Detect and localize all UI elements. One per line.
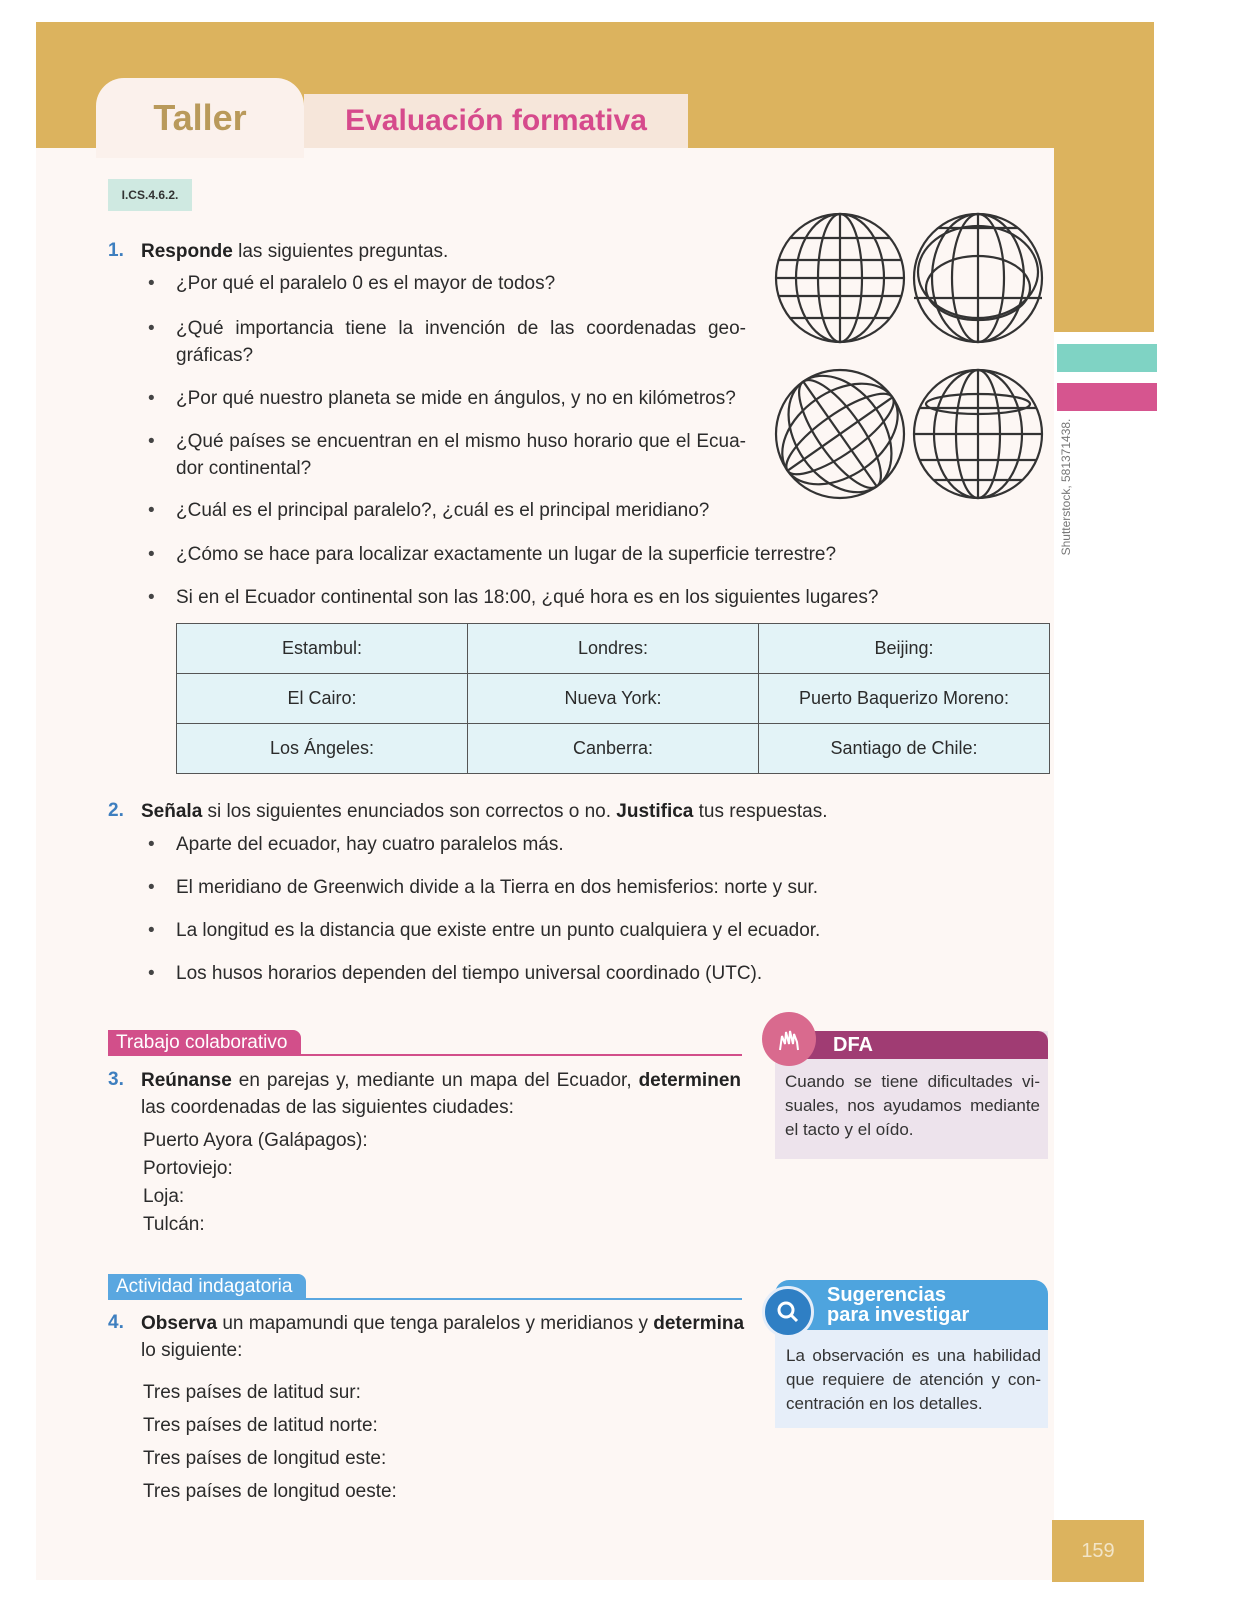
list-item: • Si en el Ecuador continental son las 18:00, ¿qué hora es en los siguientes lugares?: [148, 584, 908, 611]
table-row: [177, 674, 1050, 724]
sugerencias-title: [775, 1280, 1048, 1330]
section-title: Actividad indagatoria: [108, 1274, 306, 1300]
question-2-heading: [141, 798, 828, 825]
country-prompts: [143, 1376, 397, 1508]
list-item: • ¿Por qué nuestro planeta se mide en ángulos, y no en kilómetros?: [148, 385, 748, 412]
q3-verb-reunanse: Reúnanse: [141, 1070, 232, 1091]
q4-heading-mid: un mapamundi que tenga paralelos y meridianos y: [217, 1313, 654, 1334]
list-item: Puerto Ayora (Galápagos):: [143, 1130, 368, 1151]
list-item: • La longitud es la distancia que existe entre un punto cualquiera y el ecuador.: [148, 917, 908, 944]
table-cell: Canberra:: [468, 724, 759, 774]
list-item: • ¿Qué países se encuentran en el mismo huso horario que el Ecua-dor continental?: [148, 428, 746, 482]
section-rule: [108, 1054, 742, 1056]
q3-verb-determinen: determinen: [638, 1070, 741, 1091]
table-cell: Beijing:: [759, 624, 1050, 674]
table-row: [177, 624, 1050, 674]
table-cell: Los Ángeles:: [177, 724, 468, 774]
tab-taller: Taller: [96, 78, 304, 158]
question-2-bullets: [148, 831, 908, 987]
question-4-number: 4.: [108, 1312, 124, 1333]
side-pink-marker: [1057, 383, 1157, 411]
table-row: [177, 724, 1050, 774]
list-item: Tres países de longitud oeste:: [143, 1481, 397, 1502]
q1-verb: Responde: [141, 241, 233, 262]
q2-verb-senala: Señala: [141, 801, 203, 822]
hands-icon: [762, 1012, 816, 1066]
list-item: • Los husos horarios dependen del tiempo universal coordinado (UTC).: [148, 960, 908, 987]
globes-illustration: [774, 210, 1054, 510]
question-2-number: 2.: [108, 800, 124, 821]
table-cell: Nueva York:: [468, 674, 759, 724]
list-item: Tulcán:: [143, 1214, 205, 1235]
indicator-code: I.CS.4.6.2.: [108, 179, 192, 211]
time-zone-table: [176, 623, 1050, 774]
list-item: Portoviejo:: [143, 1158, 233, 1179]
q2-heading-end: tus respuestas.: [693, 801, 828, 822]
list-item: • ¿Cuál es el principal paralelo?, ¿cuál es el principal meridiano?: [148, 497, 908, 524]
section-title: Trabajo colaborativo: [108, 1030, 301, 1056]
q2-heading-mid: si los siguientes enunciados son correctos o no.: [202, 801, 617, 822]
sugerencias-title-line2: para investigar: [827, 1304, 970, 1326]
section-trabajo-colaborativo: [108, 1030, 742, 1056]
question-1-bullets-continued: [148, 497, 908, 611]
side-teal-marker: [1057, 344, 1157, 372]
q4-verb-observa: Observa: [141, 1313, 218, 1334]
table-cell: Estambul:: [177, 624, 468, 674]
page-number: 159: [1052, 1520, 1144, 1582]
list-item: • El meridiano de Greenwich divide a la Tierra en dos hemisferios: norte y sur.: [148, 874, 908, 901]
q3-heading-end: las coordenadas de las siguientes ciudades:: [141, 1097, 514, 1118]
list-item: Loja:: [143, 1186, 185, 1207]
table-cell: Puerto Baquerizo Moreno:: [759, 674, 1050, 724]
list-item: • Aparte del ecuador, hay cuatro paralelos más.: [148, 831, 908, 858]
question-1-bullets: [148, 270, 748, 498]
list-item: Tres países de latitud norte:: [143, 1415, 378, 1436]
list-item: • ¿Por qué el paralelo 0 es el mayor de todos?: [148, 270, 748, 297]
question-1-number: 1.: [108, 240, 124, 261]
question-3-number: 3.: [108, 1069, 124, 1090]
question-3-heading: [141, 1067, 741, 1121]
list-item: Tres países de latitud sur:: [143, 1382, 361, 1403]
sugerencias-text: La observación es una habilidad que requiere de atención y con-centración en los detalles.: [786, 1346, 1041, 1413]
section-actividad-indagatoria: [108, 1274, 742, 1300]
list-item: • ¿Cómo se hace para localizar exactamente un lugar de la superficie terrestre?: [148, 541, 908, 568]
search-icon: [762, 1286, 814, 1338]
list-item: • ¿Qué importancia tiene la invención de las coordenadas geo-gráficas?: [148, 315, 746, 369]
sugerencias-title-line1: Sugerencias: [827, 1284, 946, 1306]
section-rule: [108, 1298, 742, 1300]
q1-heading-rest: las siguientes preguntas.: [232, 241, 449, 262]
list-item: Tres países de longitud este:: [143, 1448, 387, 1469]
q4-heading-end: lo siguiente:: [141, 1340, 243, 1361]
city-list: [143, 1127, 368, 1239]
q3-heading-mid: en parejas y, mediante un mapa del Ecuador,: [231, 1070, 639, 1091]
question-1-heading: [141, 238, 448, 265]
dfa-title: DFA: [775, 1031, 1048, 1059]
table-cell: Santiago de Chile:: [759, 724, 1050, 774]
question-4-heading: [141, 1310, 746, 1364]
tab-evaluacion-formativa: Evaluación formativa: [304, 94, 688, 148]
right-gold-band: [1053, 22, 1154, 332]
dfa-text: Cuando se tiene dificultades vi-suales, nos ayudamos mediante el tacto y el oído.: [785, 1072, 1040, 1139]
table-cell: Londres:: [468, 624, 759, 674]
table-cell: El Cairo:: [177, 674, 468, 724]
q2-verb-justifica: Justifica: [616, 801, 694, 822]
q4-verb-determina: determina: [653, 1313, 745, 1334]
image-credit: Shutterstock, 581371438.: [1059, 418, 1073, 556]
